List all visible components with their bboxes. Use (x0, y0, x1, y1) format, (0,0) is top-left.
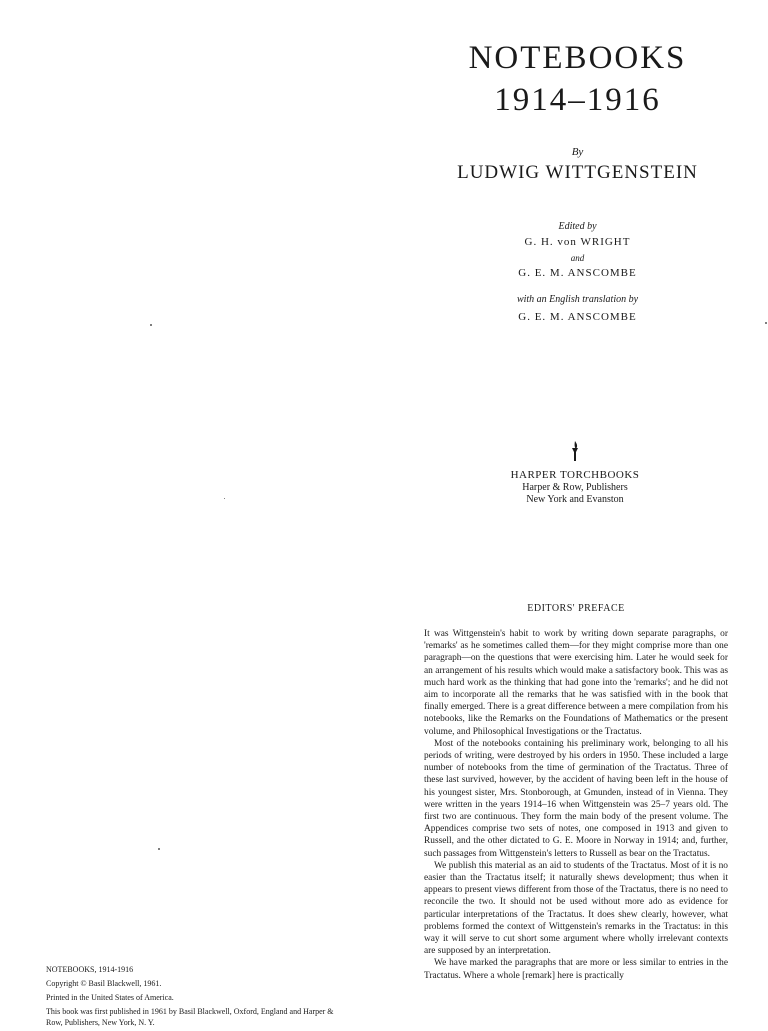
editor-name: G. E. M. ANSCOMBE (518, 267, 637, 279)
colophon-printed: Printed in the United States of America. (46, 993, 174, 1002)
preface-heading: EDITORS' PREFACE (527, 603, 625, 614)
publisher-imprint: HARPER TORCHBOOKS (510, 469, 640, 481)
preface-paragraph: We publish this material as an aid to students of the Tractatus. Most of it is no easier than the Tractatus itself; it naturally shews development; thus when it appears to present views different from those of the Tractatus, there is no need to reconcile the two. It should not be used without more ado as evidence for particular interpretations of the Tractatus. It does shew clearly, however, what problems formed the context of Wittgenstein's remarks in the Tractatus: in this way it will serve to cut short some argument where wholly irrelevant contexts are supposed by an interpretation. (424, 860, 728, 957)
preface-paragraph: It was Wittgenstein's habit to work by writing down separate paragraphs, or 'remarks' as he sometimes called them—for they might comprise more than one paragraph—on the questions that were exercising him. Later he would seek for an arrangement of his results which would make a satisfactory book. This was as much hard work as the thinking that had gone into the 'remarks'; and he did not aim to incorporate all the remarks that he was satisfied with in the book that finally emerged. There is a great difference between a mere compilation from his notebooks, like the Remarks on the Foundations of Mathematics or the present volume, and Philosophical Investigations or the Tractatus. (424, 629, 728, 737)
preface-paragraph: Most of the notebooks containing his preliminary work, belonging to all his periods of writing, were destroyed by his orders in 1950. These included a large number of notebooks from the time of germination of the Tractatus. Three of these last survived, however, by the accident of having been left in the house of his youngest sister, Mrs. Stonborough, at Gmunden, instead of in Vienna. They were written in the years 1914–16 when Wittgenstein was 25–7 years old. The first two are continuous. They form the main body of the present volume. The Appendices comprise two sets of notes, one composed in 1913 and given to Russell, and the other dictated to G. E. Moore in Norway in 1914; and, further, such passages from Wittgenstein's letters to Russell as bear on the Tractatus. (424, 738, 728, 859)
book-title-line2: 1914–1916 (494, 82, 661, 118)
translation-note: with an English translation by (516, 294, 639, 305)
torch-icon (568, 440, 582, 462)
byline-by: By (571, 146, 584, 158)
publisher-location: New York and Evanston (526, 494, 624, 505)
colophon-title: NOTEBOOKS, 1914-1916 (46, 965, 134, 974)
colophon-first-published: This book was first published in 1961 by Basil Blackwell, Oxford, England and Harper & Row, Publishers, New York, N. Y. (46, 1007, 334, 1027)
preface-paragraph: We have marked the paragraphs that are more or less similar to entries in the Tractatus. Where a whole [remark] here is practically (424, 958, 728, 981)
colophon (46, 964, 336, 1031)
preface-body (424, 628, 728, 982)
editor-name: G. H. von WRIGHT (524, 236, 631, 248)
scan-speck (150, 324, 152, 326)
scan-speck (224, 498, 225, 499)
scan-speck (765, 322, 767, 324)
colophon-copyright: Copyright © Basil Blackwell, 1961. (46, 979, 162, 988)
edited-by-label: Edited by (558, 221, 597, 232)
translator-name: G. E. M. ANSCOMBE (518, 311, 637, 323)
and-label: and (570, 253, 585, 263)
publisher-name: Harper & Row, Publishers (522, 482, 628, 493)
scan-speck (158, 848, 160, 850)
author-name: LUDWIG WITTGENSTEIN (457, 162, 698, 183)
book-title-line1: NOTEBOOKS (468, 40, 687, 76)
